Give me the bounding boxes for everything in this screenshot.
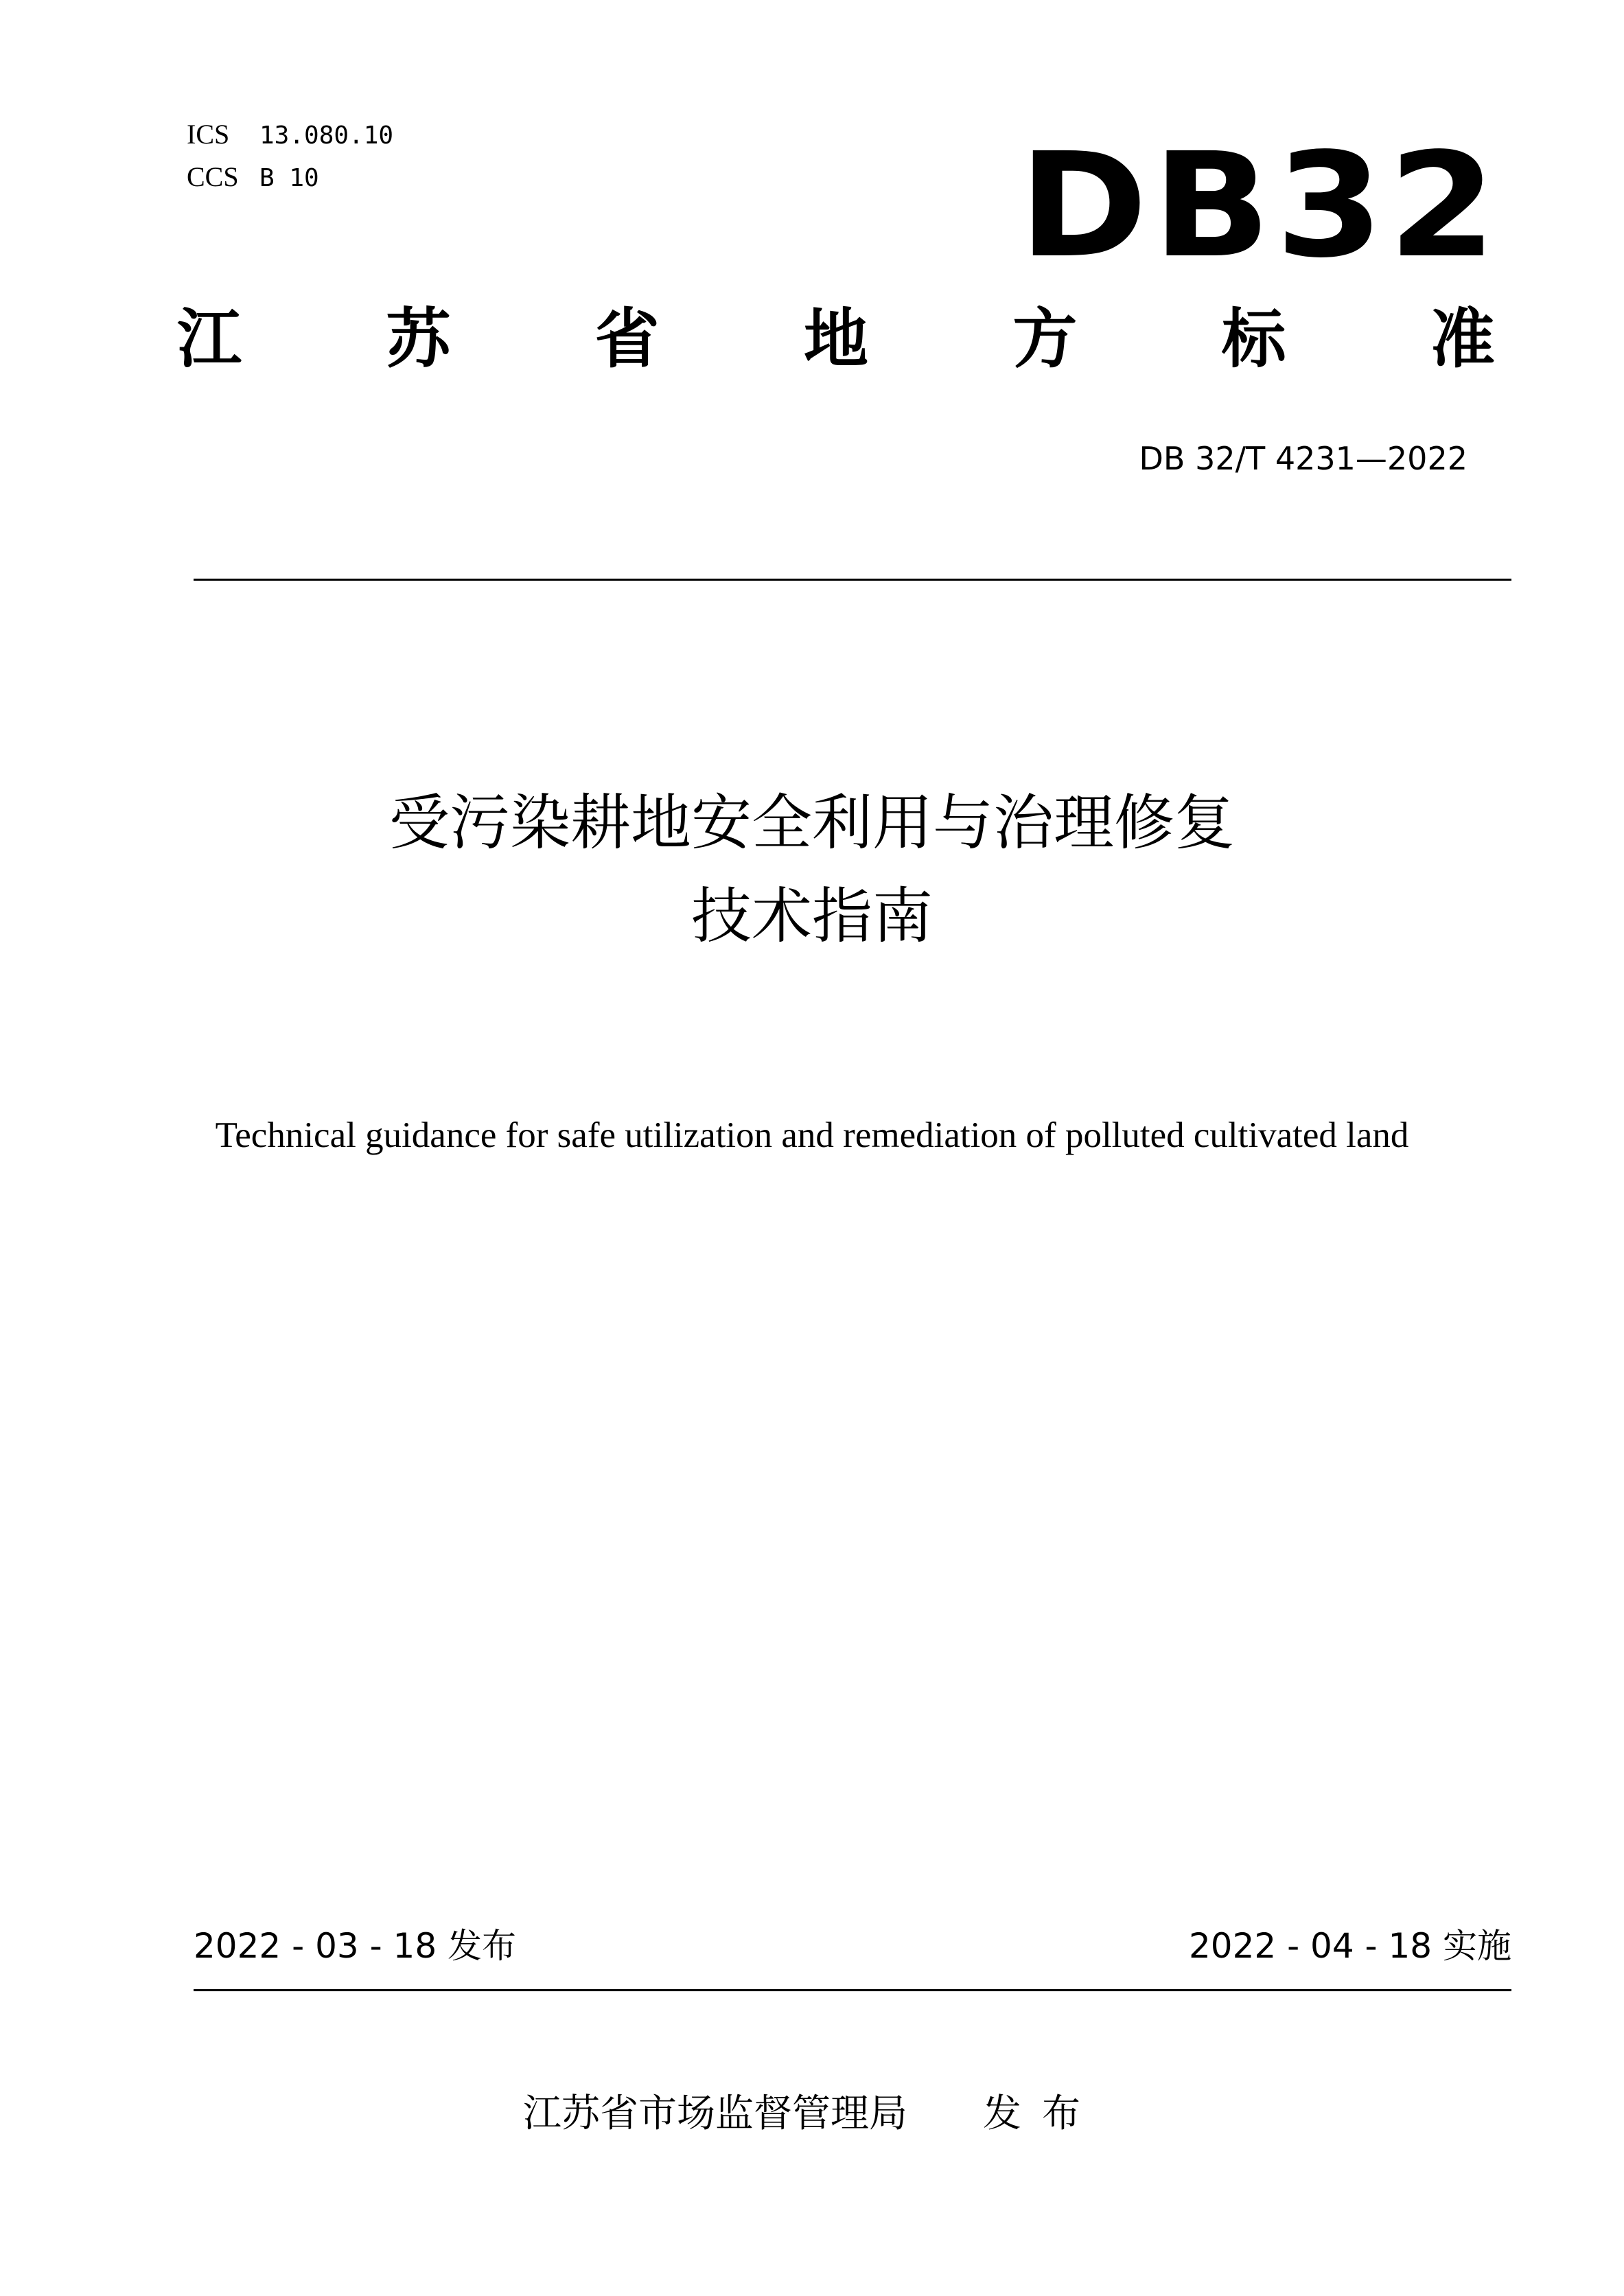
standard-type-heading (177, 302, 1495, 378)
standard-type-char: 苏 (386, 302, 451, 377)
title-en: Technical guidance for safe utilization and remediation of polluted cultivated land (215, 1115, 1409, 1155)
standard-type-char: 标 (1221, 302, 1286, 377)
ics-value: 13.080.10 (259, 121, 394, 150)
standard-type-char: 方 (1012, 302, 1078, 377)
ccs-line (187, 161, 319, 195)
bottom-divider (194, 1989, 1511, 1991)
ccs-label: CCS (187, 161, 239, 192)
implement-date: 2022 - 04 - 18 实施 (1188, 1926, 1511, 1966)
publisher-action: 发布 (983, 2091, 1101, 2136)
standard-type-char: 江 (177, 302, 242, 377)
ccs-value: B 10 (259, 164, 319, 192)
db32-logo: DB32 (1019, 121, 1501, 290)
issue-date: 2022 - 03 - 18 发布 (194, 1926, 517, 1966)
title-cn-line2: 技术指南 (691, 881, 933, 951)
title-cn-line1: 受污染耕地安全利用与治理修复 (388, 787, 1235, 858)
ics-label: ICS (187, 119, 230, 150)
top-divider (194, 579, 1511, 581)
standard-type-char: 地 (803, 302, 868, 377)
standard-type-char: 省 (594, 302, 660, 377)
ics-line (187, 118, 393, 152)
publisher-name: 江苏省市场监督管理局 (523, 2091, 907, 2136)
standard-type-char: 准 (1430, 302, 1495, 377)
publisher-line (0, 2090, 1624, 2138)
standard-number: DB 32/T 4231—2022 (1139, 440, 1468, 477)
